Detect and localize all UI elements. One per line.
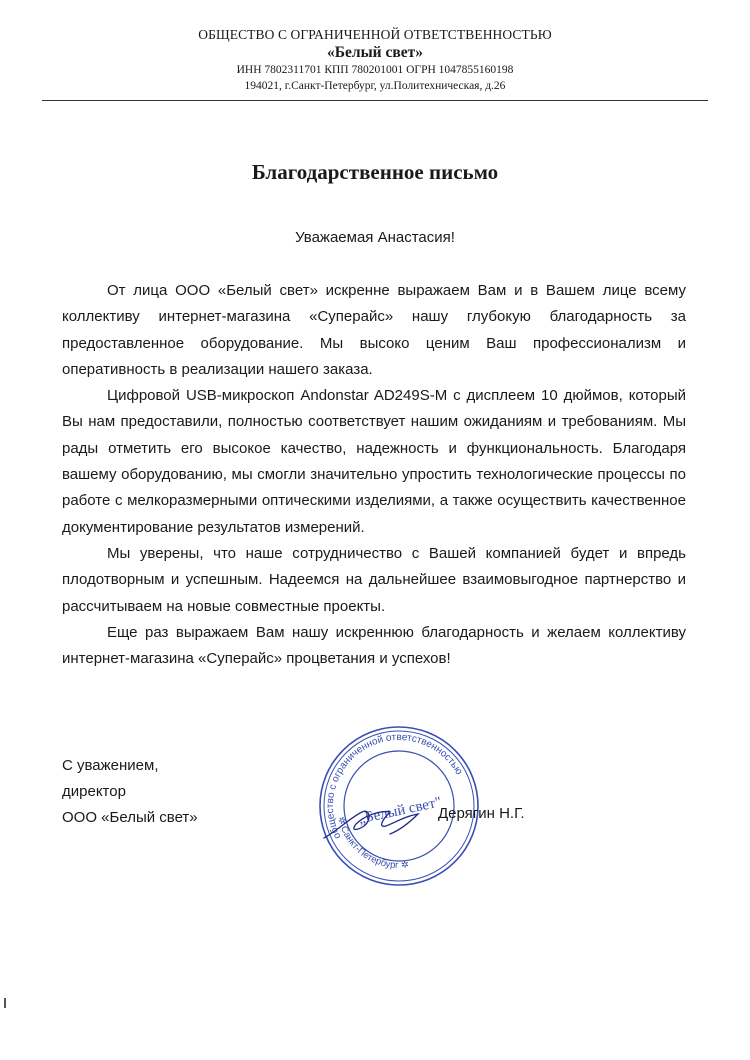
letter-paragraph: Мы уверены, что наше сотрудничество с Вашей компанией будет и впредь плодотворным и успешным. Надеемся на дальнейшее взаимовыгодное партнерство и рассчитываем на новые совместные проекты.: [62, 544, 686, 615]
letterhead-org-type: ОБЩЕСТВО С ОГРАНИЧЕННОЙ ОТВЕТСТВЕННОСТЬЮ: [198, 27, 552, 42]
signature-position: директор: [62, 783, 126, 800]
stamp-ring-path: общество с ограниченной ответственностью: [324, 731, 465, 841]
stamp-bottom-path: ✲ Санкт-Петербург ✲: [335, 815, 410, 872]
letterhead-company-name: «Белый свет»: [327, 44, 423, 61]
letter-paragraph: Еще раз выражаем Вам нашу искреннюю благодарность и желаем коллективу интернет-магазина «Суперайс» процветания и успехов!: [62, 623, 686, 668]
signer-name: Дерягин Н.Г.: [438, 805, 525, 822]
signature-closing: С уважением,: [62, 757, 159, 774]
letter-paragraph: Цифровой USB-микроскоп Andonstar AD249S-M с дисплеем 10 дюймов, который Вы нам предоставили, полностью соответствует нашим ожиданиям и требованиям. Мы рады отметить его высокое качество, надежность и функциональность. Благодаря вашему оборудованию, мы смогли значительно упростить технологические процессы по работе с мелкоразмерными оптическими изделиями, а также осуществить качественное документирование результатов измерений.: [62, 387, 686, 536]
letter-paragraph: От лица ООО «Белый свет» искренне выражаем Вам и в Вашем лице всему коллективу интернет-магазина «Суперайс» нашу глубокую благодарность за предоставленное оборудование. Мы высоко ценим Ваш профессионализм и оперативность в реализации нашего заказа.: [62, 282, 686, 378]
letterhead-registration-ids: ИНН 7802311701 КПП 780201001 ОГРН 1047855160198: [236, 64, 514, 76]
signature-block: [62, 753, 198, 831]
letter-greeting: Уважаемая Анастасия!: [295, 229, 455, 246]
letter-title: Благодарственное письмо: [251, 160, 499, 184]
letterhead-address: 194021, г.Санкт-Петербург, ул.Политехническая, д.26: [244, 80, 506, 92]
letter-body: [62, 278, 686, 672]
letterhead: [0, 26, 750, 94]
stamp-center-text: „Белый свет": [357, 794, 443, 828]
letterhead-divider: [42, 100, 708, 101]
scan-margin-mark: [4, 998, 6, 1008]
signature-company: ООО «Белый свет»: [62, 809, 198, 826]
handwritten-signature: [320, 790, 430, 850]
